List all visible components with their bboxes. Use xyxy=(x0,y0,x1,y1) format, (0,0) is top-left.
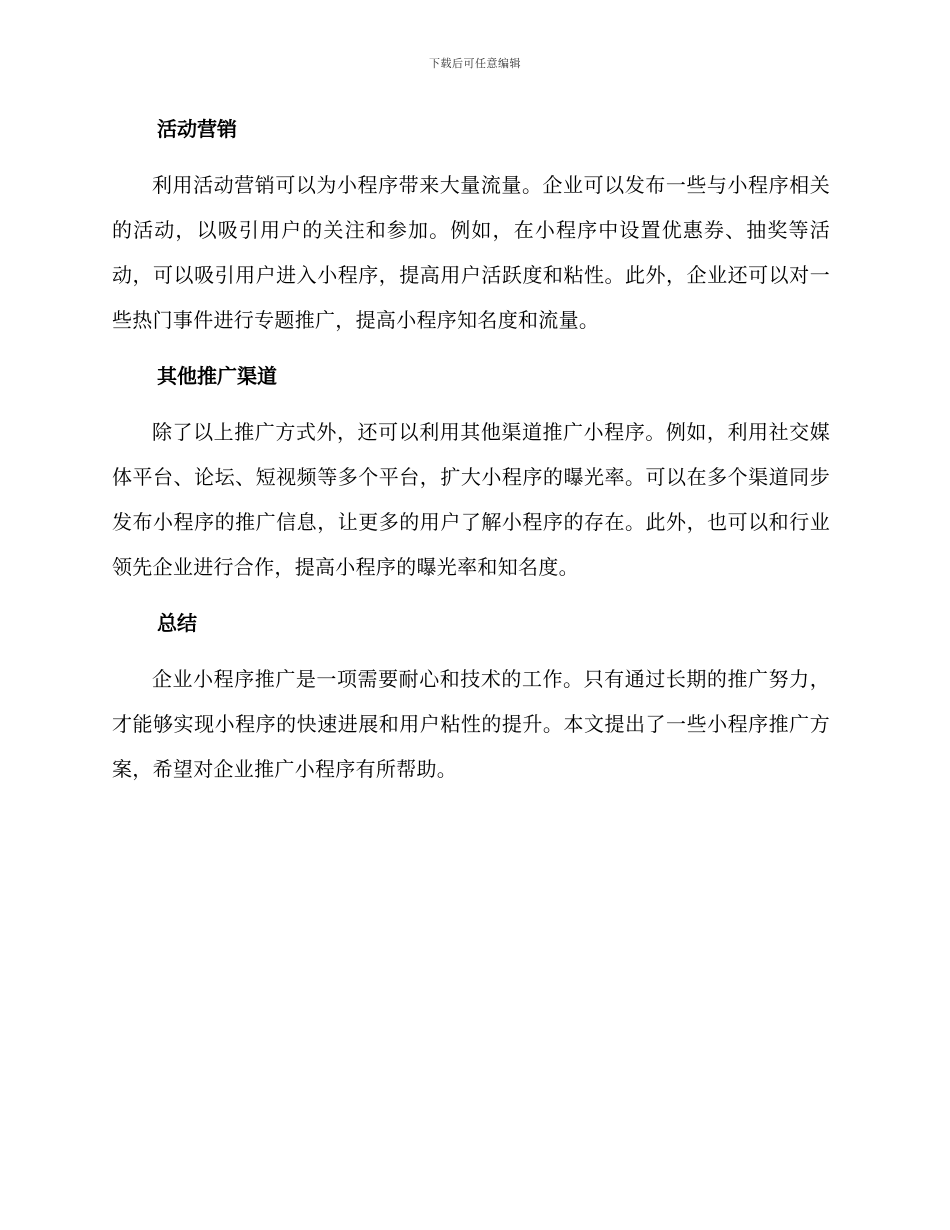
section-heading: 总结 xyxy=(157,611,197,635)
section-other-channels xyxy=(112,355,830,590)
section-summary xyxy=(112,602,830,792)
section-paragraph: 企业小程序推广是一项需要耐心和技术的工作。只有通过长期的推广努力，才能够实现小程序的快速进展和用户粘性的提升。本文提出了一些小程序推广方案，希望对企业推广小程序有所帮助。 xyxy=(112,667,830,781)
section-heading: 活动营销 xyxy=(157,117,237,141)
section-paragraph: 利用活动营销可以为小程序带来大量流量。企业可以发布一些与小程序相关的活动，以吸引用户的关注和参加。例如，在小程序中设置优惠券、抽奖等活动，可以吸引用户进入小程序，提高用户活跃度和粘性。此外，企业还可以对一些热门事件进行专题推广，提高小程序知名度和流量。 xyxy=(112,173,830,332)
header-note: 下载后可任意编辑 xyxy=(429,57,521,70)
section-activity-marketing xyxy=(112,108,830,343)
section-heading: 其他推广渠道 xyxy=(157,364,277,388)
document-content xyxy=(112,108,830,804)
section-paragraph: 除了以上推广方式外，还可以利用其他渠道推广小程序。例如，利用社交媒体平台、论坛、短视频等多个平台，扩大小程序的曝光率。可以在多个渠道同步发布小程序的推广信息，让更多的用户了解小程序的存在。此外，也可以和行业领先企业进行合作，提高小程序的曝光率和知名度。 xyxy=(112,420,830,579)
